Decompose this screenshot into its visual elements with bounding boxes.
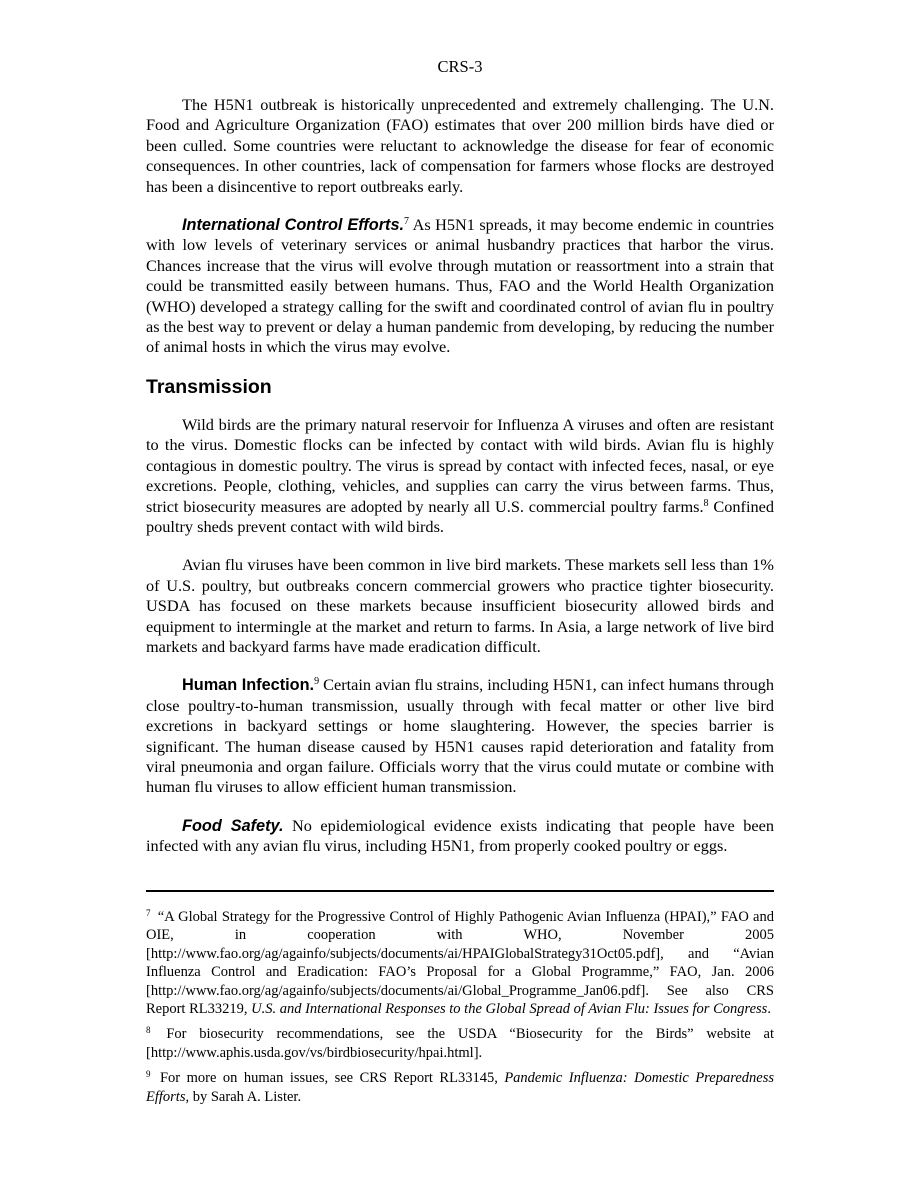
footnote-text: For biosecurity recommendations, see the USDA “Biosecurity for the Birds” website at [http://www.aphis.usda.gov/vs/birdbiosecurity/hpai.html]. bbox=[146, 1026, 774, 1061]
paragraph-outbreak: The H5N1 outbreak is historically unprecedented and extremely challenging. The U.N. Food and Agriculture Organization (FAO) estimates that over 200 million birds have died or been culled. Some countries were reluctant to acknowledge the disease for fear of economic consequences. In other countries, lack of compensation for farmers whose flocks are destroyed has been a disincentive to report outbreaks early. bbox=[146, 95, 774, 196]
page-number-header: CRS-3 bbox=[437, 57, 483, 76]
main-content bbox=[146, 95, 774, 875]
paragraph-international-control bbox=[146, 215, 774, 358]
paragraph-text: As H5N1 spreads, it may become endemic in countries with low levels of veterinary services or animal husbandry practices that harbor the virus. Chances increase that the virus will evolve through mutation or reassortment into a strain that could be transmitted easily between humans. Thus, FAO and the World Health Organization (WHO) developed a strategy calling for the swift and coordinated control of avian flu in poultry as the best way to prevent or delay a human pandemic from developing, by reducing the number of animal hosts in which the virus may evolve. bbox=[146, 215, 774, 357]
paragraph-human-infection bbox=[146, 675, 774, 797]
paragraph-food-safety bbox=[146, 816, 774, 857]
paragraph-text: Wild birds are the primary natural reservoir for Influenza A viruses and often are resistant to the virus. Domestic flocks can be infected by contact with wild birds. Avian flu is highly contagious in domestic poultry. The virus is spread by contact with infected feces, nasal, or eye excretions. People, clothing, vehicles, and supplies can carry the virus between farms. Thus, strict biosecurity measures are adopted by nearly all U.S. commercial poultry farms. bbox=[146, 414, 774, 516]
footnote-italic-title: U.S. and International Responses to the Global Spread of Avian Flu: Issues for Congress bbox=[251, 1001, 768, 1018]
footnotes-section bbox=[146, 908, 774, 1113]
footnote-number: 9 bbox=[146, 1069, 151, 1080]
runin-heading-food-safety: Food Safety. bbox=[182, 816, 284, 835]
footnote-number: 8 bbox=[146, 1025, 151, 1036]
footnote-8 bbox=[146, 1025, 774, 1062]
runin-heading-international-control: International Control Efforts. bbox=[182, 216, 405, 235]
footnote-text: “A Global Strategy for the Progressive Control of Highly Pathogenic Avian Influenza (HPAI),” FAO and OIE, in cooperation with WHO, November 2005 [http://www.fao.org/ag/againfo/subjects/documents/ai/HPAIGlobalStrategy31Oct05.pdf], and “Avian Influenza Control and Eradication: FAO’s Proposal for a Global Programme,” FAO, Jan. 2006 [http://www.fao.org/ag/againfo/subjects/documents/ai/Global_Programme_Jan06.pdf]. See also CRS Report RL33219, bbox=[146, 909, 774, 1018]
footnote-ref-7[interactable]: 7 bbox=[404, 216, 410, 228]
paragraph-wild-birds bbox=[146, 415, 774, 537]
footnote-9 bbox=[146, 1069, 774, 1106]
footnote-italic-title: Pandemic Influenza: Domestic Preparedness Efforts bbox=[146, 1070, 774, 1105]
footnote-text: For more on human issues, see CRS Report RL33145, bbox=[153, 1070, 505, 1087]
paragraph-text: Confined poultry sheds prevent contact with wild birds. bbox=[146, 496, 774, 536]
footnote-divider bbox=[146, 890, 774, 892]
paragraph-live-bird-markets: Avian flu viruses have been common in live bird markets. These markets sell less than 1% of U.S. poultry, but outbreaks concern commercial growers who practice tighter biosecurity. USDA has focused on these markets because insufficient biosecurity allowed birds and equipment to intermingle at the market and return to farms. In Asia, a large network of live bird markets and backyard farms have made eradication difficult. bbox=[146, 555, 774, 656]
footnote-ref-8[interactable]: 8 bbox=[703, 497, 709, 509]
paragraph-text: No epidemiological evidence exists indicating that people have been infected with any avian flu virus, including H5N1, from properly cooked poultry or eggs. bbox=[146, 815, 775, 856]
footnote-text-end: , by Sarah A. Lister. bbox=[185, 1088, 302, 1105]
footnote-7 bbox=[146, 908, 774, 1018]
footnote-ref-9[interactable]: 9 bbox=[314, 676, 320, 688]
runin-heading-human-infection: Human Infection. bbox=[182, 676, 315, 695]
footnote-text-end: . bbox=[767, 1001, 771, 1018]
section-heading-transmission: Transmission bbox=[146, 375, 272, 398]
footnote-number: 7 bbox=[146, 908, 151, 918]
paragraph-text: Certain avian flu strains, including H5N1, can infect humans through close poultry-to-human transmission, usually through with fecal matter or other live bird excretions in backyard settings or home slaughtering. However, the species barrier is significant. The human disease caused by H5N1 causes rapid deterioration and fatality from viral pneumonia and organ failure. Officials worry that the virus could mutate or combine with human flu viruses to allow efficient human transmission. bbox=[146, 675, 774, 797]
